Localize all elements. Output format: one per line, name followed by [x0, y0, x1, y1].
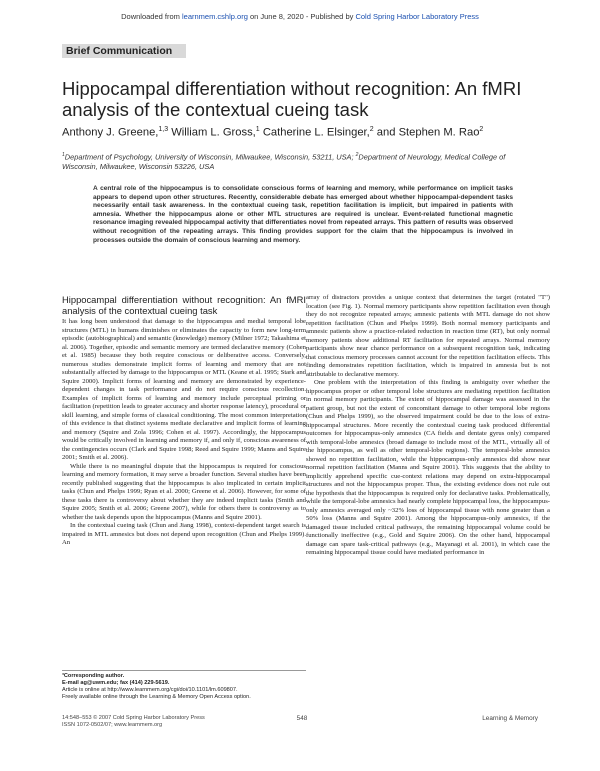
journal-name: Learning & Memory: [482, 715, 538, 722]
author-name: William L. Gross,: [171, 126, 256, 139]
author-list: [62, 126, 562, 139]
footer-left: [62, 715, 262, 729]
author-affil-sup: 1: [255, 126, 260, 133]
affil-sup: 1: [62, 152, 65, 158]
correspondence-note: [62, 670, 306, 701]
article-title: Hippocampal differentiation without recognition: An fMRI analysis of the contextual cueing task: [62, 78, 522, 120]
affiliation-1: Department of Psychology, University of Wisconsin, Milwaukee, Wisconsin, 53211, USA;: [64, 152, 354, 162]
author-name: Catherine L. Elsinger,: [262, 126, 370, 139]
affil-sup: 2: [355, 152, 359, 158]
page-number: 548: [296, 715, 308, 722]
body-paragraph: One problem with the interpretation of this finding is ambiguity over whether the hippocampus proper or other temporal lobe structures are mediating repetition facilitation in normal memory participants. The extent of hippocampal damage was assessed in the patient group, but not the extent of concomitant damage to other temporal lobe regions (Chun and Phelps 1999), so the observed impairment could be due to the loss of extra-hippocampal structures. More recently the contextual cueing task produced differential outcomes for hippocampus-only amnesics (CA fields and dentate gyrus only) compared with temporal-lobe amnesics (broad damage to include most of the MTL, virtually all of the hippocampus, as well as other temporal-lobe regions). The temporal-lobe amnesics showed no repetition facilitation, while the hippocampus-only amnesics did show near normal repetition facilitation (Manns and Squire 2001). This suggests that the ability to implicitly apprehend specific cue-context relations may depend on extra-hippocampal structures and not the hippocampus proper. Thus, the existing evidence does not rule out the hypothesis that the hippocampus is required only for declarative tasks. Problematically, while the temporal-lobe amnesics had nearly complete hippocampal loss, the hippocampus-only amnesics averaged only ~32% loss of hippocampal tissue with none greater than a 50% loss (Manns and Squire 2001). Among the hippocampus-only amnesics, if the damaged tissue included critical pathways, the remaining hippocampal volume could be functionally ineffective (e.g., Gold and Squire 2006). On the other hand, hippocampal damage can spare task-critical pathways (e.g., Mayanagi et al. 2001), in which case the remaining hippocampal tissue could have mediated performance in: [306, 379, 550, 556]
author-name: and Stephen M. Rao: [376, 126, 480, 139]
author-affil-sup: 1,3: [158, 126, 169, 133]
section-label: [62, 44, 186, 58]
banner-prefix: Downloaded from: [121, 12, 180, 21]
download-banner: [0, 12, 600, 21]
abstract: A central role of the hippocampus is to consolidate conscious forms of learning and memory, while performance on implicit tasks appears to depend upon other structures. Recently, considerable debate has emerged about whether hippocampal-dependent tasks necessarily entail task awareness. In the contextual cueing task, repetition facilitation is implicit, but impaired in patients with amnesia. Whether the hippocampus alone or other MTL structures are required is unclear. Event-related functional magnetic resonance imaging revealed hippocampal activity that differentiates novel from repeated arrays. This pattern of results was observed without recognition of the repeating arrays. This finding provides support for the claim that the hippocampus is involved in processes outside the domain of conscious learning and memory.: [93, 185, 513, 244]
corresponding-email: E-mail ag@uwm.edu; fax (414) 229-5619.: [62, 680, 170, 686]
author-affil-sup: 2: [369, 126, 374, 133]
publisher-link[interactable]: Cold Spring Harbor Laboratory Press: [355, 12, 479, 21]
author-name: Anthony J. Greene,: [62, 126, 159, 139]
open-access-note: Freely available online through the Learning & Memory Open Access option.: [62, 694, 251, 700]
section-heading: Hippocampal differentiation without recognition: An fMRI analysis of the contextual cueing task: [62, 294, 306, 316]
banner-middle: on June 8, 2020 - Published by: [249, 12, 354, 21]
affiliation-2: Department of Neurology, Medical College of Wisconsin, Milwaukee, Wisconsin 53226, USA: [62, 152, 506, 172]
left-column: [62, 294, 306, 548]
affiliations: [62, 150, 532, 172]
author-affil-sup: 2: [479, 126, 484, 133]
body-paragraph: array of distractors provides a unique context that determines the target (rotated "T") location (see Fig. 1). Normal memory participants show repetition facilitation even though they do not recognize repeated arrays; amnesic patients with MTL damage do not show repetition facilitation (Chun and Phelps 1999). Both normal memory participants and amnesic patients show a practice-related reduction in reaction time (RT), but only normal memory patients show additional RT facilitation for repeated arrays. Normal memory participants show near chance performance on a subsequent recognition task, indicating that conscious memory processes cannot account for the repetition facilitation effects. This finding demonstrates repetition facilitation, which is impaired in amnesia but is not attributable to declarative memory.: [306, 294, 550, 378]
section-label-text: Brief Communication: [66, 45, 173, 57]
body-paragraph: In the contextual cueing task (Chun and Jiang 1998), context-dependent target search is impaired in MTL amnesics but does not depend upon recognition (Chun and Phelps 1999). An: [62, 522, 306, 546]
site-link[interactable]: learnmem.cshlp.org: [182, 12, 248, 21]
article-doi: Article is online at http://www.learnmem.org/cgi/doi/10.1101/lm.609807.: [62, 687, 238, 693]
body-paragraph: It has long been understood that damage to the hippocampus and medial temporal lobe structures (MTL) in humans diminishes or eliminates the capacity to form new long-term episodic (autobiographical) and semantic (knowledge) memory (Milner 1972; Takashima et al. 2006). Together, episodic and semantic memory are termed declarative memory (Cohen et al. 1985) because they both require conscious or deliberative access. Conversely, numerous studies demonstrate implicit forms of learning and memory that are not substantially affected by damage to the hippocampus or MTL (Keane et al. 1995; Stark and Squire 2000). Implicit forms of learning and memory are demonstrated by experience-dependent changes in task performance and do not require conscious recollection. Examples of implicit forms of learning and memory include perceptual priming or facilitation (repetition leads to greater accuracy and shorter response latency), procedural or skill learning, and simple forms of classical conditioning. The most common interpretation of this evidence is that distinct systems mediate declarative and implicit forms of learning and memory (Squire and Zola 1996; Cohen et al. 1997). Accordingly, the hippocampus would be critically involved in learning and memory if, and only if, conscious awareness of the contingencies occurs (Clark and Squire 1998; Reed and Squire 1999; Manns and Squire 2001; Smith et al. 2006).: [62, 318, 306, 461]
corresponding-label: ³Corresponding author.: [62, 673, 125, 679]
body-paragraph: While there is no meaningful dispute that the hippocampus is required for conscious learning and memory formation, it may serve a broader function. Several studies have been recently published suggesting that the hippocampus is also implicated in certain implicit tasks (Chun and Phelps 1999; Ryan et al. 2000; Greene et al. 2006). However, for some of these tasks there is controversy about whether they are indeed implicit tasks (Smith and Squire 2005; Smith et al. 2006; Greene 2007), while for others there is controversy as to whether the task depends upon the hippocampus (Manns and Squire 2001).: [62, 462, 306, 521]
footer-issn: ISSN 1072-0502/07; www.learnmem.org: [62, 722, 163, 728]
right-column: [306, 294, 550, 558]
footer-copyright: 14:548–553 © 2007 Cold Spring Harbor Laboratory Press: [62, 715, 205, 721]
